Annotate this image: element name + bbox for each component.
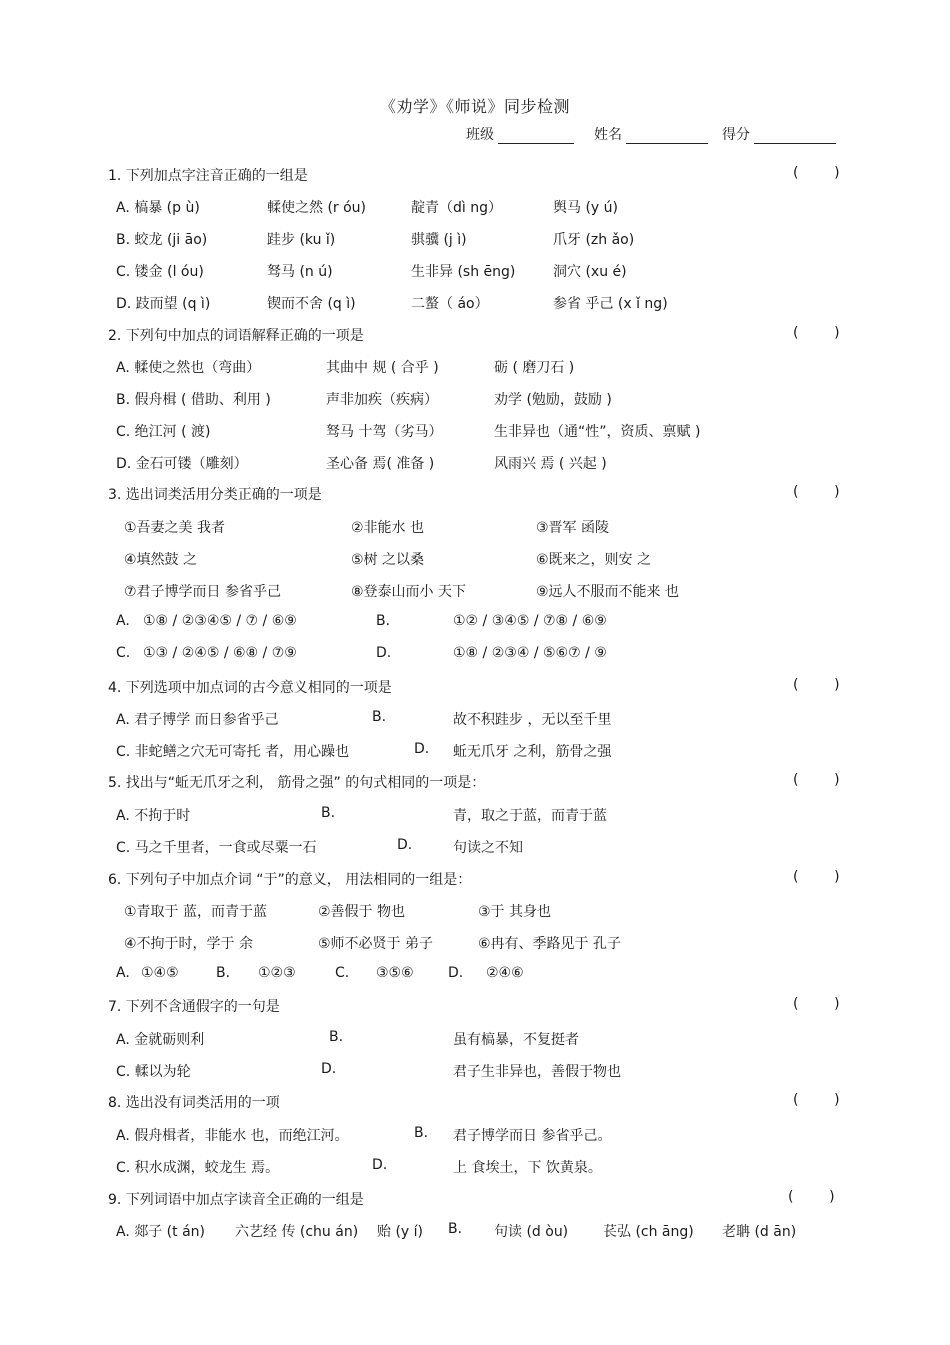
- answer-paren-7[interactable]: ( ): [793, 996, 840, 1012]
- answer-paren-4[interactable]: ( ): [793, 677, 840, 693]
- q4-option-letter: B.: [372, 709, 387, 725]
- q6-item: ③于 其身也: [478, 904, 552, 920]
- question-4-stem: 4. 下列选项中加点词的古今意义相同的一项是: [108, 680, 392, 696]
- q8-option: A. 假舟楫者，非能水 也，而绝江河。: [116, 1128, 349, 1144]
- q3-item: ⑦君子博学而日 参省乎己: [124, 584, 282, 600]
- q7-option: C. 輮以为轮: [116, 1064, 191, 1080]
- q6-choice: ①④⑤: [141, 965, 179, 981]
- q3-choice: ①⑧ / ②③④⑤ / ⑦ / ⑥⑨: [143, 613, 297, 629]
- class-field: [466, 124, 574, 144]
- question-6-stem: 6. 下列句子中加点介词 “于”的意义， 用法相同的一组是：: [108, 872, 472, 888]
- question-5-stem: 5. 找出与“蚯无爪牙之利， 筋骨之强” 的句式相同的一项是：: [108, 775, 486, 791]
- q1-option: 参省 乎己 (x ǐ ng): [553, 296, 668, 312]
- name-label: 姓名: [594, 127, 622, 143]
- q5-option: 青，取之于蓝，而青于蓝: [453, 808, 607, 824]
- q3-choice-letter: D.: [376, 645, 392, 661]
- q3-choice-letter: C.: [116, 645, 131, 661]
- q6-choice: ①②③: [258, 965, 296, 981]
- q4-option: A. 君子博学 而日参省乎己: [116, 712, 279, 728]
- q1-option: 舆马 (y ú): [553, 200, 618, 216]
- q3-item: ⑨远人不服而不能来 也: [536, 584, 680, 600]
- q2-option: 风雨兴 焉 ( 兴起 ): [494, 456, 607, 472]
- q8-option: 上 食埃土，下 饮黄泉。: [453, 1160, 602, 1176]
- q1-option: B. 蛟龙 (ji āo): [116, 232, 208, 248]
- q3-choice: ①③ / ②④⑤ / ⑥⑧ / ⑦⑨: [143, 645, 297, 661]
- q1-option: 跬步 (ku ǐ): [267, 232, 336, 248]
- question-9-stem: 9. 下列词语中加点字读音全正确的一组是: [108, 1192, 364, 1208]
- q2-option: 生非异也（通“性”，资质、禀赋 ): [494, 424, 701, 440]
- q8-option-letter: D.: [372, 1157, 388, 1173]
- q2-option: D. 金石可镂（雕刻）: [116, 456, 248, 472]
- q6-choice: ②④⑥: [486, 965, 524, 981]
- q9-option: A. 郯子 (t án): [116, 1224, 205, 1240]
- q1-option: A. 槁暴 (p ù): [116, 200, 200, 216]
- q1-option: C. 镂金 (l óu): [116, 264, 204, 280]
- q1-option: 驽马 (n ú): [267, 264, 333, 280]
- q4-option: C. 非蛇鳝之穴无可寄托 者，用心躁也: [116, 744, 350, 760]
- q9-option: 句读 (d òu): [494, 1224, 569, 1240]
- q1-option: 輮使之然 (r óu): [267, 200, 367, 216]
- q6-choice-letter: D.: [448, 965, 464, 981]
- score-blank[interactable]: [754, 125, 836, 144]
- q9-option-letter: B.: [448, 1221, 463, 1237]
- name-field: [594, 124, 708, 144]
- q1-option: 二螯（ áo）: [411, 296, 489, 312]
- q2-option: 驽马 十驾（劣马）: [326, 424, 443, 440]
- q6-item: ⑥冉有、季路见于 孔子: [478, 936, 622, 952]
- q4-option-letter: D.: [414, 741, 430, 757]
- name-blank[interactable]: [626, 125, 708, 144]
- q2-option: 其曲中 规 ( 合乎 ): [326, 360, 439, 376]
- q5-option-letter: D.: [397, 837, 413, 853]
- q5-option: C. 马之千里者，一食或尽粟一石: [116, 840, 317, 856]
- q6-item: ②善假于 物也: [318, 904, 406, 920]
- question-1-stem: 1. 下列加点字注音正确的一组是: [108, 168, 308, 184]
- q3-choice-letter: B.: [376, 613, 391, 629]
- q2-option: A. 輮使之然也（弯曲）: [116, 360, 261, 376]
- q3-item: ⑧登泰山而小 天下: [351, 584, 467, 600]
- answer-paren-9[interactable]: ( ): [788, 1189, 835, 1205]
- q1-option: 锲而不舍 (q ì): [267, 296, 356, 312]
- score-field: [722, 124, 836, 144]
- q9-option: 六艺经 传 (chu án): [235, 1224, 359, 1240]
- score-label: 得分: [722, 127, 750, 143]
- q7-option: 君子生非异也，善假于物也: [453, 1064, 621, 1080]
- q3-choice: ①② / ③④⑤ / ⑦⑧ / ⑥⑨: [453, 613, 607, 629]
- q5-option: A. 不拘于时: [116, 808, 191, 824]
- q4-option: 蚯无爪牙 之利，筋骨之强: [453, 744, 612, 760]
- q2-option: B. 假舟楫 ( 借助、利用 ): [116, 392, 271, 408]
- q2-option: 声非加疾（疾病）: [326, 392, 438, 408]
- q2-option: 圣心备 焉( 准备 ): [326, 456, 435, 472]
- q9-option: 老聃 (d ān): [722, 1224, 797, 1240]
- q6-choice-letter: C.: [335, 965, 350, 981]
- q1-option: 骐骥 (j ì): [411, 232, 467, 248]
- q8-option: C. 积水成渊，蛟龙生 焉。: [116, 1160, 280, 1176]
- q8-option-letter: B.: [414, 1125, 429, 1141]
- answer-paren-2[interactable]: ( ): [793, 325, 840, 341]
- q1-option: 靛青（dì ng）: [411, 200, 502, 216]
- page-title: 《劝学》《师说》同步检测: [379, 97, 570, 116]
- class-label: 班级: [466, 127, 494, 143]
- q2-option: C. 绝江河 ( 渡): [116, 424, 211, 440]
- question-3-stem: 3. 选出词类活用分类正确的一项是: [108, 487, 322, 503]
- q1-option: D. 跂而望 (q ì): [116, 296, 211, 312]
- q8-option: 君子博学而日 参省乎己。: [453, 1128, 612, 1144]
- q3-item: ③晋军 函陵: [536, 520, 610, 536]
- q3-item: ⑤树 之以桑: [351, 552, 425, 568]
- q7-option: A. 金就砺则利: [116, 1032, 205, 1048]
- q3-item: ⑥既来之，则安 之: [536, 552, 652, 568]
- q6-choice-letter: A.: [116, 965, 130, 981]
- q3-choice: ①⑧ / ②③④ / ⑤⑥⑦ / ⑨: [453, 645, 607, 661]
- q7-option-letter: B.: [329, 1029, 344, 1045]
- q7-option-letter: D.: [321, 1061, 337, 1077]
- q3-item: ④填然鼓 之: [124, 552, 198, 568]
- q1-option: 生非异 (sh ēng): [411, 264, 516, 280]
- class-blank[interactable]: [498, 125, 574, 144]
- q2-option: 劝学 (勉励，鼓励 ): [494, 392, 612, 408]
- question-8-stem: 8. 选出没有词类活用的一项: [108, 1095, 280, 1111]
- q5-option: 句读之不知: [453, 840, 523, 856]
- q6-item: ④不拘于时，学于 余: [124, 936, 254, 952]
- answer-paren-1[interactable]: ( ): [793, 165, 840, 181]
- question-7-stem: 7. 下列不含通假字的一句是: [108, 999, 280, 1015]
- q6-choice-letter: B.: [216, 965, 231, 981]
- q2-option: 砺 ( 磨刀石 ): [494, 360, 575, 376]
- answer-paren-3[interactable]: ( ): [793, 484, 840, 500]
- question-2-stem: 2. 下列句中加点的词语解释正确的一项是: [108, 328, 364, 344]
- q3-item: ①吾妻之美 我者: [124, 520, 226, 536]
- q6-item: ⑤师不必贤于 弟子: [318, 936, 434, 952]
- q9-option: 贻 (y í): [377, 1224, 423, 1240]
- q1-option: 洞穴 (xu é): [553, 264, 627, 280]
- q4-option: 故不积跬步 ，无以至千里: [453, 712, 612, 728]
- q6-item: ①青取于 蓝，而青于蓝: [124, 904, 268, 920]
- q7-option: 虽有槁暴，不复挺者: [453, 1032, 579, 1048]
- q5-option-letter: B.: [321, 805, 336, 821]
- q3-item: ②非能水 也: [351, 520, 425, 536]
- q6-choice: ③⑤⑥: [376, 965, 414, 981]
- q1-option: 爪牙 (zh ǎo): [553, 232, 635, 248]
- answer-paren-5[interactable]: ( ): [793, 772, 840, 788]
- answer-paren-8[interactable]: ( ): [793, 1092, 840, 1108]
- answer-paren-6[interactable]: ( ): [793, 869, 840, 885]
- q3-choice-letter: A.: [116, 613, 130, 629]
- q9-option: 苌弘 (ch āng): [603, 1224, 694, 1240]
